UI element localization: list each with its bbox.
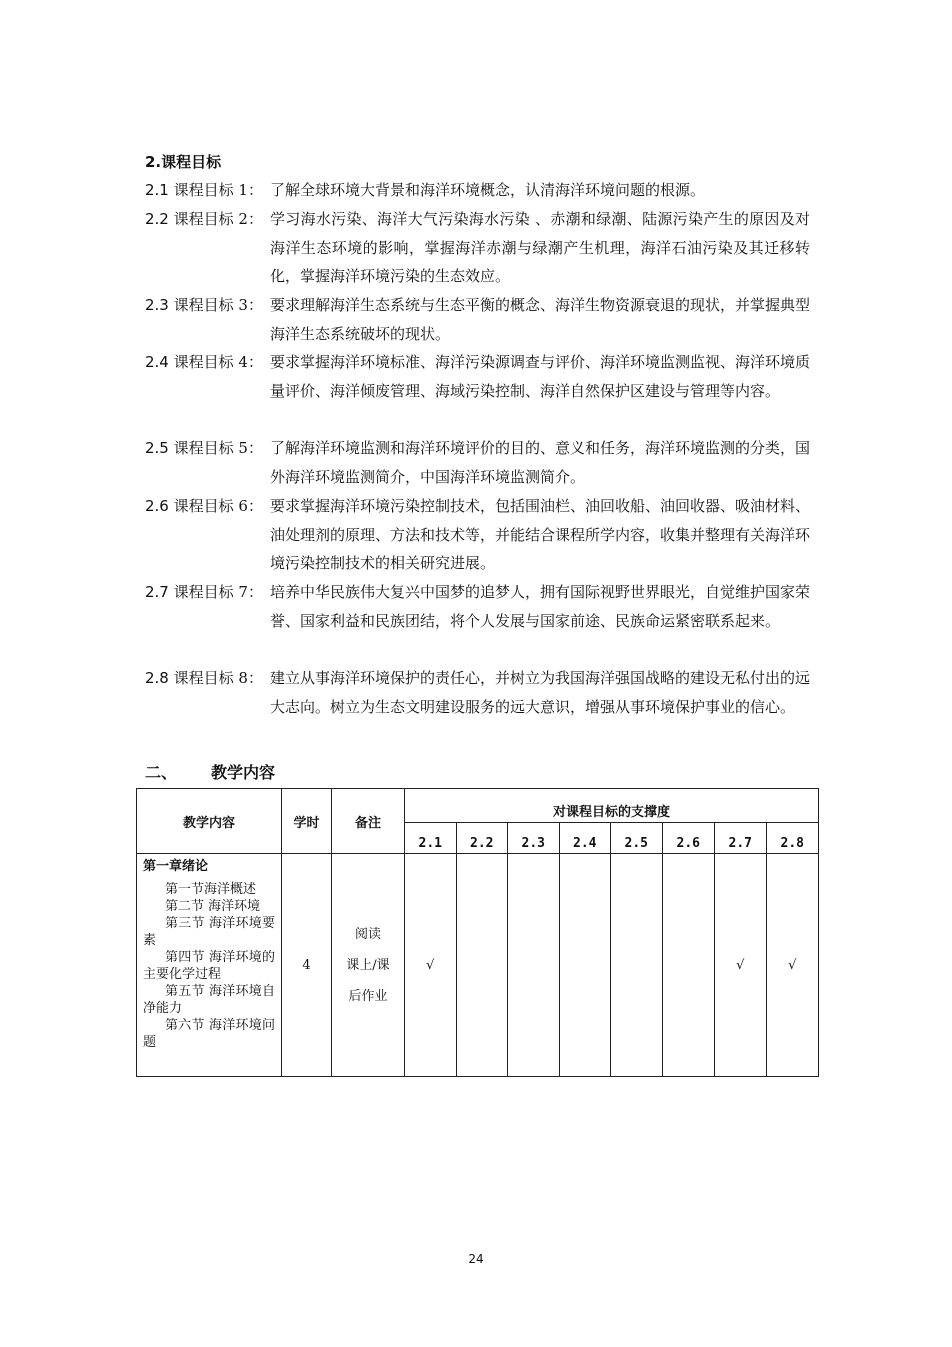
- goal-col-header: 2.1: [405, 823, 457, 854]
- header-remarks: 备注: [332, 789, 405, 854]
- support-mark: [456, 854, 508, 1077]
- goal-label: 课程目标 8：: [173, 669, 263, 687]
- support-mark: [559, 854, 611, 1077]
- course-goal-4: [145, 348, 810, 405]
- goal-number: 2.4: [145, 353, 169, 371]
- table-header-row: [137, 789, 819, 823]
- support-mark: [662, 854, 715, 1077]
- goal-col-header: 2.3: [508, 823, 560, 854]
- goal-label: 课程目标 7：: [173, 583, 263, 601]
- goal-text: 要求掌握海洋环境污染控制技术，包括围油栏、油回收船、油回收器、吸油材料、油处理剂的原理、方法和技术等，并能结合课程所学内容，收集并整理有关海洋环境污染控制技术的相关研究进展。: [270, 497, 811, 573]
- heading-title: 教学内容: [211, 763, 276, 782]
- goal-label: 课程目标 1：: [173, 181, 263, 199]
- remark-line: 阅读: [354, 926, 381, 942]
- course-goal-6: [145, 492, 810, 578]
- goal-text: 要求掌握海洋环境标准、海洋污染源调查与评价、海洋环境监测监视、海洋环境质量评价、海洋倾废管理、海域污染控制、海洋自然保护区建设与管理等内容。: [270, 353, 811, 400]
- goal-label: 课程目标 6：: [173, 497, 263, 515]
- support-mark: [508, 854, 560, 1077]
- goal-number: 2.5: [145, 439, 169, 457]
- header-hours: 学时: [282, 789, 332, 854]
- goal-number: 2.6: [145, 497, 169, 515]
- goal-number: 2.8: [145, 669, 169, 687]
- course-goal-7: [145, 578, 810, 635]
- goal-col-header: 2.6: [662, 823, 715, 854]
- goal-number: 2.2: [145, 210, 169, 228]
- remark-line: 后作业: [348, 988, 388, 1004]
- section-item: 第六节 海洋环境问题: [143, 1018, 275, 1050]
- section-title: 2.课程目标: [145, 153, 222, 171]
- goal-col-header: 2.4: [559, 823, 611, 854]
- course-goal-2: [145, 205, 810, 291]
- header-teaching-content: 教学内容: [137, 789, 282, 854]
- course-goal-8: [145, 664, 810, 721]
- goal-label: 课程目标 5：: [173, 439, 263, 457]
- goal-label: 课程目标 4：: [173, 353, 263, 371]
- support-mark: [611, 854, 663, 1077]
- goal-col-header: 2.5: [611, 823, 663, 854]
- goal-text: 了解海洋环境监测和海洋环境评价的目的、意义和任务，海洋环境监测的分类，国外海洋环境监测简介，中国海洋环境监测简介。: [270, 439, 811, 486]
- header-goal-support: 对课程目标的支撑度: [405, 789, 819, 823]
- goal-col-header: 2.2: [456, 823, 508, 854]
- goal-text: 培养中华民族伟大复兴中国梦的追梦人，拥有国际视野世界眼光，自觉维护国家荣誉、国家利益和民族团结，将个人发展与国家前途、民族命运紧密联系起来。: [270, 583, 811, 630]
- section-item: 第四节 海洋环境的主要化学过程: [143, 950, 275, 982]
- course-goal-3: [145, 291, 810, 348]
- goal-text: 要求理解海洋生态系统与生态平衡的概念、海洋生物资源衰退的现状，并掌握典型海洋生态系统破坏的现状。: [270, 296, 811, 343]
- teaching-content-heading: [145, 762, 275, 784]
- goal-col-header: 2.8: [766, 823, 819, 854]
- course-goal-5: [145, 434, 810, 491]
- section-item: 第一节海洋概述: [165, 882, 257, 897]
- goal-number: 2.7: [145, 583, 169, 601]
- teaching-content-table: [136, 788, 819, 1077]
- goal-number: 2.3: [145, 296, 169, 314]
- remarks-cell: [332, 854, 405, 1077]
- goal-col-header: 2.7: [715, 823, 767, 854]
- page-number: 24: [468, 1252, 484, 1266]
- support-mark: √: [715, 854, 767, 1077]
- support-mark: √: [766, 854, 819, 1077]
- table-row: [137, 854, 819, 1077]
- chapter-title: 第一章绪论: [143, 859, 209, 874]
- goal-label: 课程目标 2：: [173, 210, 263, 228]
- goal-label: 课程目标 3：: [173, 296, 263, 314]
- chapter-content-cell: [137, 854, 282, 1077]
- section-item: 第二节 海洋环境: [165, 899, 261, 914]
- course-goal-1: [145, 176, 810, 205]
- goal-text: 建立从事海洋环境保护的责任心，并树立为我国海洋强国战略的建设无私付出的远大志向。树立为生态文明建设服务的远大意识，增强从事环境保护事业的信心。: [270, 669, 811, 716]
- goal-text: 学习海水污染、海洋大气污染海水污染 、赤潮和绿潮、陆源污染产生的原因及对海洋生态环境的影响，掌握海洋赤潮与绿潮产生机理，海洋石油污染及其迁移转化，掌握海洋环境污染的生态效应。: [270, 210, 810, 286]
- support-mark: √: [405, 854, 457, 1077]
- hours-cell: 4: [282, 854, 332, 1077]
- goal-number: 2.1: [145, 181, 169, 199]
- section-item: 第三节 海洋环境要素: [143, 916, 275, 948]
- remark-line: 课上/课: [346, 957, 390, 973]
- section-item: 第五节 海洋环境自净能力: [143, 984, 275, 1016]
- heading-prefix: 二、: [145, 763, 178, 782]
- goal-text: 了解全球环境大背景和海洋环境概念，认清海洋环境问题的根源。: [270, 181, 706, 199]
